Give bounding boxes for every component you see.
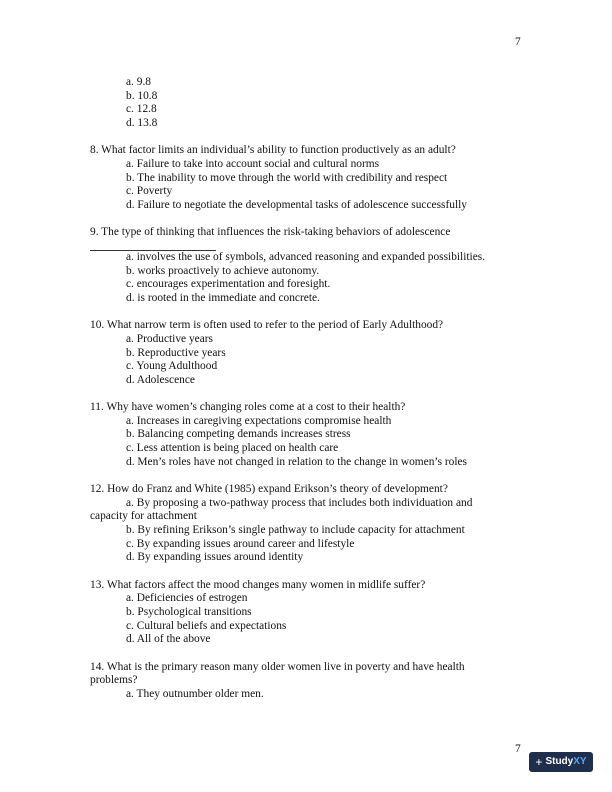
- option: c. Young Adulthood: [126, 360, 218, 373]
- option: d. Failure to negotiate the developmental tasks of adolescence successfully: [126, 198, 467, 211]
- option: d. Men’s roles have not changed in relation to the change in women’s roles: [126, 455, 467, 468]
- question-list: [90, 76, 530, 716]
- question-text: 8. What factor limits an individual’s ability to function productively as an adult?: [90, 144, 456, 157]
- option: d. All of the above: [126, 633, 211, 646]
- brand-name-xy: XY: [573, 756, 587, 767]
- question-text: 12. How do Franz and White (1985) expand Erikson’s theory of development?: [90, 483, 448, 496]
- brand-name: [545, 752, 586, 772]
- option: d. By expanding issues around identity: [126, 551, 304, 564]
- option: b. 10.8: [126, 89, 158, 102]
- question-14: [90, 661, 530, 702]
- studyxy-badge[interactable]: [529, 752, 593, 772]
- option: c. Cultural beliefs and expectations: [126, 619, 287, 632]
- question-8: [90, 144, 530, 212]
- question-text: 10. What narrow term is often used to refer to the period of Early Adulthood?: [90, 319, 444, 332]
- option: a. They outnumber older men.: [126, 687, 264, 700]
- option-continuation: capacity for attachment: [90, 510, 197, 523]
- brand-name-study: Study: [545, 756, 574, 767]
- option: b. Psychological transitions: [126, 606, 252, 618]
- option: a. Deficiencies of estrogen: [126, 592, 248, 605]
- option: d. 13.8: [126, 116, 158, 129]
- option: b. Reproductive years: [126, 346, 226, 359]
- option: b. works proactively to achieve autonomy.: [126, 264, 320, 277]
- question-text: 14. What is the primary reason many older women live in poverty and have health: [90, 660, 465, 673]
- question-text: 9. The type of thinking that influences the risk-taking behaviors of adolescence: [90, 226, 451, 239]
- option: a. Productive years: [126, 332, 213, 345]
- answer-blank-line: [90, 240, 216, 251]
- option: a. involves the use of symbols, advanced reasoning and expanded possibilities.: [126, 250, 486, 263]
- question-text: 13. What factors affect the mood changes many women in midlife suffer?: [90, 578, 426, 591]
- option: a. Failure to take into account social and cultural norms: [126, 157, 380, 170]
- option: b. Balancing competing demands increases stress: [126, 428, 351, 441]
- option: b. By refining Erikson’s single pathway to include capacity for attachment: [126, 524, 465, 537]
- option: a. By proposing a two-pathway process that includes both individuation and: [126, 496, 473, 509]
- option: a. Increases in caregiving expectations compromise health: [126, 414, 392, 427]
- page-number-top: 7: [515, 36, 521, 48]
- option: c. Poverty: [126, 185, 173, 198]
- question-12: [90, 483, 530, 565]
- option: c. Less attention is being placed on health care: [126, 442, 339, 455]
- option: c. 12.8: [126, 103, 157, 116]
- plus-icon: +: [535, 755, 543, 769]
- option: d. is rooted in the immediate and concrete.: [126, 291, 320, 304]
- question-9: [90, 226, 530, 305]
- option: c. By expanding issues around career and lifestyle: [126, 537, 355, 550]
- question-13: [90, 579, 530, 647]
- option: b. The inability to move through the world with credibility and respect: [126, 171, 448, 184]
- question-7-options: [90, 76, 530, 130]
- question-text-continuation: problems?: [90, 674, 138, 687]
- page-number-bottom: 7: [515, 743, 521, 755]
- question-11: [90, 401, 530, 469]
- question-text: 11. Why have women’s changing roles come at a cost to their health?: [90, 401, 406, 414]
- option: a. 9.8: [126, 76, 151, 88]
- question-10: [90, 319, 530, 387]
- option: d. Adolescence: [126, 373, 195, 386]
- option: c. encourages experimentation and foresight.: [126, 278, 331, 291]
